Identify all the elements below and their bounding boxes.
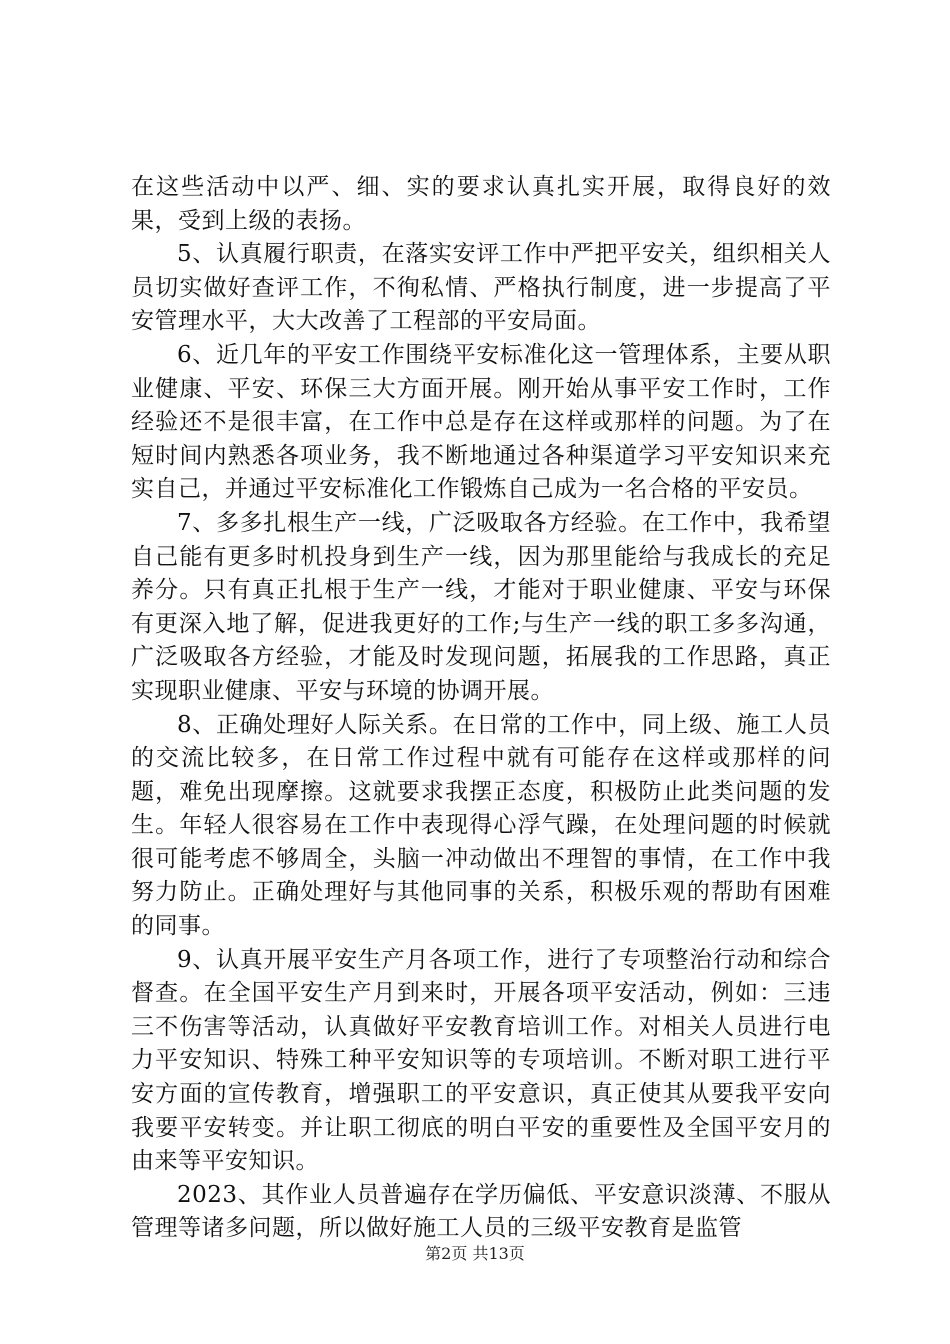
paragraph-item-9: 9、认真开展平安生产月各项工作，进行了专项整治行动和综合督查。在全国平安生产月到来时，开展各项平安活动，例如：三违三不伤害等活动，认真做好平安教育培训工作。对相关人员进行电力平安知识、特殊工种平安知识等的专项培训。不断对职工进行平安方面的宣传教育，增强职工的平安意识，真正使其从要我平安向我要平安转变。并让职工彻底的明白平安的重要性及全国平安月的由来等平安知识。 — [131, 946, 831, 1175]
paragraph-item-6: 6、近几年的平安工作围绕平安标准化这一管理体系，主要从职业健康、平安、环保三大方面开展。刚开始从事平安工作时，工作经验还不是很丰富，在工作中总是存在这样或那样的问题。为了在短时间内熟悉各项业务，我不断地通过各种渠道学习平安知识来充实自己，并通过平安标准化工作锻炼自己成为一名合格的平安员。 — [131, 341, 831, 503]
paragraph-item-2023: 2023、其作业人员普遍存在学历偏低、平安意识淡薄、不服从管理等诸多问题，所以做好施工人员的三级平安教育是监管 — [131, 1181, 831, 1242]
paragraph-item-5: 5、认真履行职责，在落实安评工作中严把平安关，组织相关人员切实做好查评工作，不徇私情、严格执行制度，进一步提高了平安管理水平，大大改善了工程部的平安局面。 — [131, 241, 831, 335]
page-number-label: 第2页 共13页 — [425, 1244, 525, 1263]
document-body — [131, 171, 831, 1246]
paragraph-item-7: 7、多多扎根生产一线，广泛吸取各方经验。在工作中，我希望自己能有更多时机投身到生产一线，因为那里能给与我成长的充足养分。只有真正扎根于生产一线，才能对于职业健康、平安与环保有更深入地了解，促进我更好的工作;与生产一线的职工多多沟通，广泛吸取各方经验，才能及时发现问题，拓展我的工作思路，真正实现职业健康、平安与环境的协调开展。 — [131, 509, 831, 704]
paragraph-continuation: 在这些活动中以严、细、实的要求认真扎实开展，取得良好的效果，受到上级的表扬。 — [131, 174, 831, 234]
paragraph-item-8: 8、正确处理好人际关系。在日常的工作中，同上级、施工人员的交流比较多，在日常工作过程中就有可能存在这样或那样的问题，难免出现摩擦。这就要求我摆正态度，积极防止此类问题的发生。年轻人很容易在工作中表现得心浮气躁，在处理问题的时候就很可能考虑不够周全，头脑一冲动做出不理智的事情，在工作中我努力防止。正确处理好与其他同事的关系，积极乐观的帮助有困难的同事。 — [131, 711, 831, 940]
page-footer — [0, 1244, 950, 1264]
